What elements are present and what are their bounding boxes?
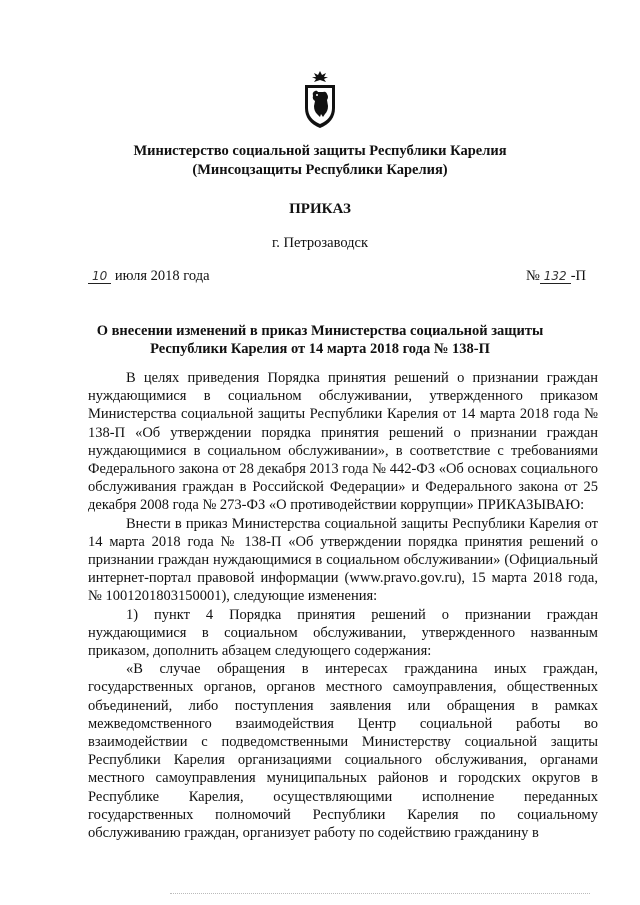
document-city: г. Петрозаводск [271, 235, 369, 251]
date-month-year: июля 2018 года [114, 268, 210, 284]
document-number [526, 268, 586, 285]
ministry-name: Министерство социальной защиты Республики Карелия [133, 143, 507, 159]
document-date [88, 268, 210, 285]
paragraph-amendment-intro: Внести в приказ Министерства социальной защиты Республики Карелия от 14 марта 2018 года № 138-П «Об утверждении порядка принятия решений о признании граждан нуждающимися в социальном обслуживании» (Официальный интернет-портал правовой информации (www.pravo.gov.ru), 15 марта 2018 года, № 1001201803150001), следующие изменения: [88, 515, 598, 605]
paragraph-preamble: В целях приведения Порядка принятия решений о признании граждан нуждающимися в социальном обслуживании, утвержденного приказом Министерства социальной защиты Республики Карелия от 14 марта 2018 года № 138-П «Об утверждении порядка принятия решений о признании граждан нуждающимися в социальном обслуживании», в соответствие с требованиями Федерального закона от 28 декабря 2013 года № 442-ФЗ «Об основах социального обслуживания граждан в Российской Федерации» и Федерального закона от 25 декабря 2008 года № 273-ФЗ «О противодействии коррупции» ПРИКАЗЫВАЮ: [88, 370, 598, 514]
handwritten-number: 132 [540, 269, 571, 284]
document-type-title: ПРИКАЗ [289, 201, 351, 217]
number-suffix: -П [570, 268, 586, 284]
page-bottom-divider [170, 893, 590, 894]
paragraph-quoted-text: «В случае обращения в интересах гражданина иных граждан, государственных органов, органов местного самоуправления, общественных объединений, либо поступления заявления или обращения в рамках межведомственного взаимодействия Центр социальной работы во взаимодействии с подведомственными Министерству социальной защиты Республики Карелия организациями социального обслуживания, органами местного самоуправления муниципальных районов и городских округов в Республике Карелия, осуществляющими исполнение переданных государственных полномочий Республики Карелия по социальному обслуживанию граждан, организует работу по содействию гражданину в [88, 661, 598, 842]
order-body [88, 369, 598, 842]
handwritten-day: 10 [88, 269, 111, 284]
subject-line-2: Республики Карелия от 14 марта 2018 года № 138-П [150, 341, 490, 357]
paragraph-item-1: 1) пункт 4 Порядка принятия решений о признании граждан нуждающимися в социальном обслуживании, утвержденного названным приказом, дополнить абзацем следующего содержания: [88, 606, 598, 660]
number-prefix: № [525, 268, 540, 284]
karelia-coat-of-arms-icon [300, 70, 340, 130]
subject-line-1: О внесении изменений в приказ Министерства социальной защиты [96, 323, 544, 339]
date-number-row [88, 268, 586, 288]
ministry-short-name: (Минсоцзащиты Республики Карелия) [192, 162, 448, 178]
